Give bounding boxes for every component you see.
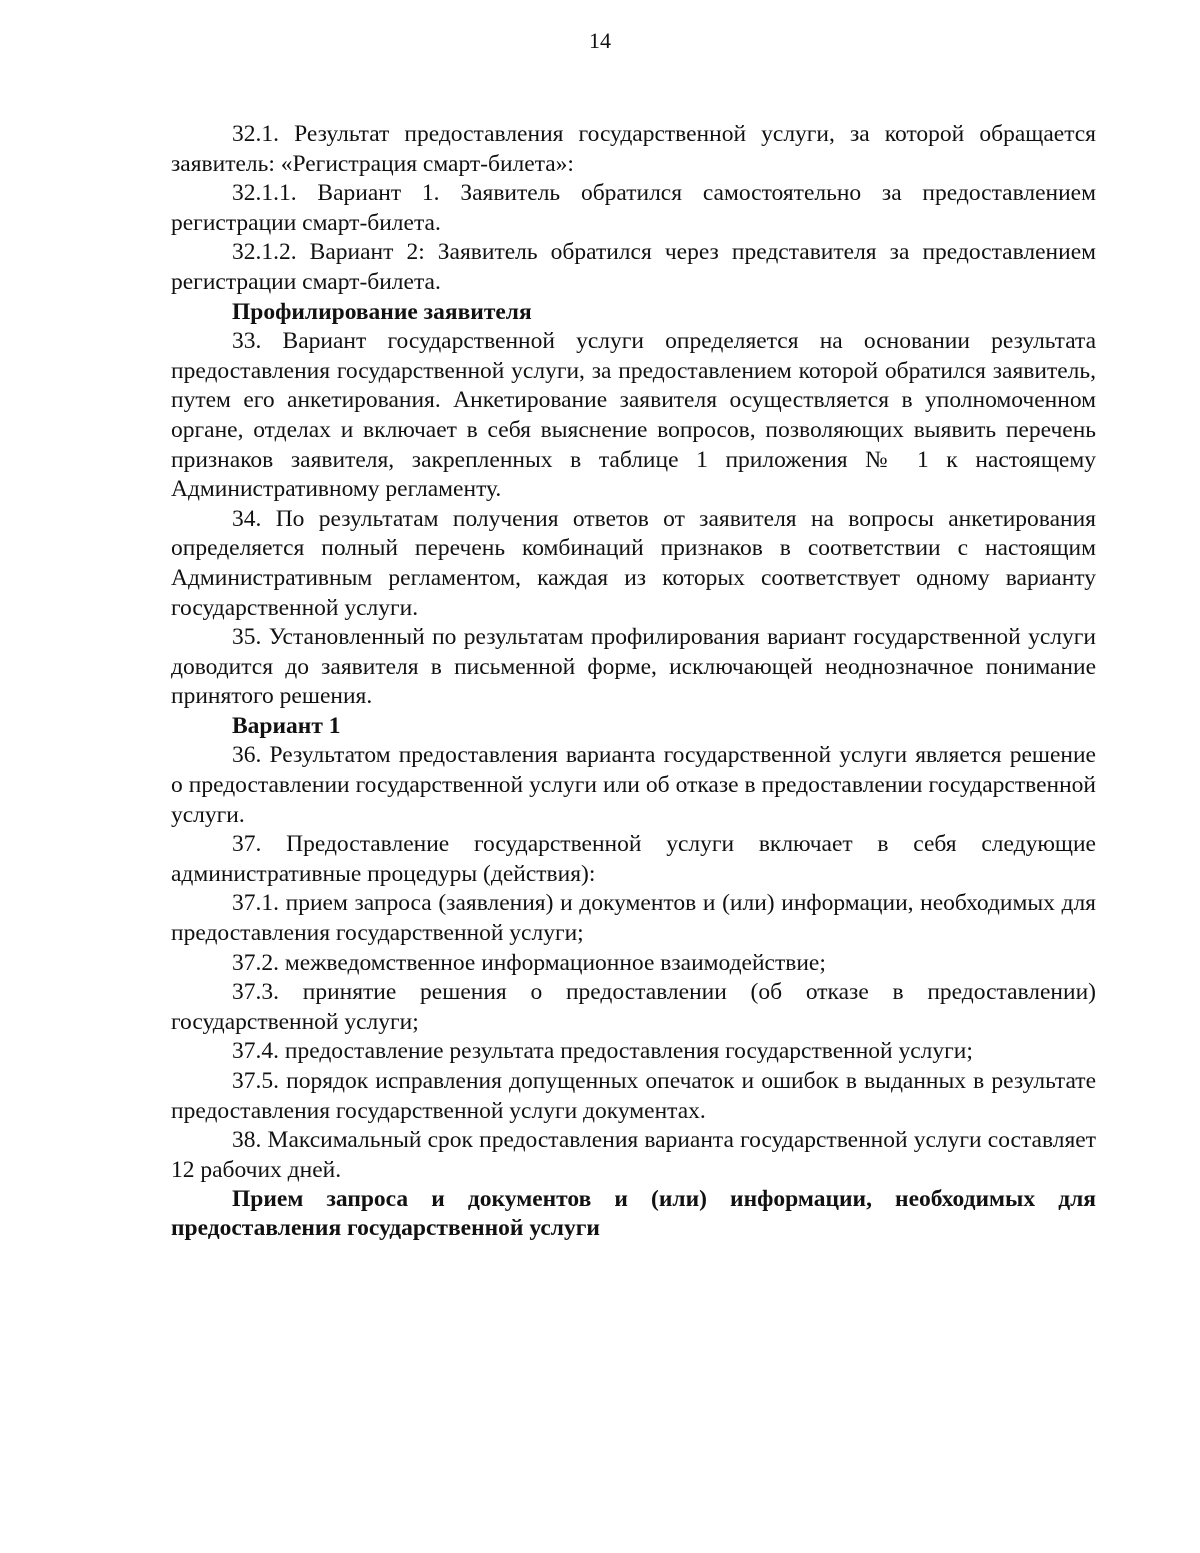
paragraph-35: 35. Установленный по результатам профилирования вариант государственной услуги доводится до заявителя в письменной форме, исключающей неоднозначное понимание принятого решения.	[171, 624, 1096, 710]
section-heading-variant-1: Вариант 1	[232, 712, 341, 739]
section-heading-profiling: Профилирование заявителя	[232, 298, 532, 325]
page-number: 14	[589, 28, 611, 53]
paragraph-36: 36. Результатом предоставления варианта государственной услуги является решение о предоставлении государственной услуги или об отказе в предоставлении государственной услуги.	[171, 742, 1096, 828]
paragraph-37-1: 37.1. прием запроса (заявления) и документов и (или) информации, необходимых для предоставления государственной услуги;	[171, 890, 1096, 947]
paragraph-32-1-1: 32.1.1. Вариант 1. Заявитель обратился самостоятельно за предоставлением регистрации смарт-билета.	[171, 180, 1096, 236]
paragraph-37: 37. Предоставление государственной услуги включает в себя следующие административные процедуры (действия):	[171, 831, 1096, 887]
paragraph-38: 38. Максимальный срок предоставления варианта государственной услуги составляет 12 рабочих дней.	[171, 1127, 1096, 1183]
paragraph-37-5: 37.5. порядок исправления допущенных опечаток и ошибок в выданных в результате предоставления государственной услуги документах.	[171, 1068, 1096, 1124]
paragraph-37-4: 37.4. предоставление результата предоставления государственной услуги;	[232, 1038, 973, 1065]
document-body	[171, 120, 1096, 1243]
paragraph-33: 33. Вариант государственной услуги определяется на основании результата предоставления государственной услуги, за предоставлением которой обратился заявитель, путем его анкетирования. Анкетирование заявителя осуществляется в уполномоченном органе, отделах и включает в себя выяснение вопросов, позволяющих выявить перечень признаков заявителя, закрепленных в таблице 1 приложения № 1 к настоящему Административному регламенту.	[171, 328, 1096, 503]
paragraph-34: 34. По результатам получения ответов от заявителя на вопросы анкетирования определяется полный перечень комбинаций признаков в соответствии с настоящим Административным регламентом, каждая из которых соответствует одному варианту государственной услуги.	[171, 505, 1096, 621]
paragraph-37-2: 37.2. межведомственное информационное взаимодействие;	[232, 949, 826, 976]
paragraph-32-1: 32.1. Результат предоставления государственной услуги, за которой обращается заявитель: «Регистрация смарт-билета»:	[171, 121, 1096, 177]
paragraph-32-1-2: 32.1.2. Вариант 2: Заявитель обратился через представителя за предоставлением регистрации смарт-билета.	[171, 239, 1096, 295]
section-heading-request-reception: Прием запроса и документов и (или) информации, необходимых для предоставления государственной услуги	[171, 1186, 1096, 1242]
paragraph-37-3: 37.3. принятие решения о предоставлении (об отказе в предоставлении) государственной услуги;	[171, 979, 1096, 1035]
